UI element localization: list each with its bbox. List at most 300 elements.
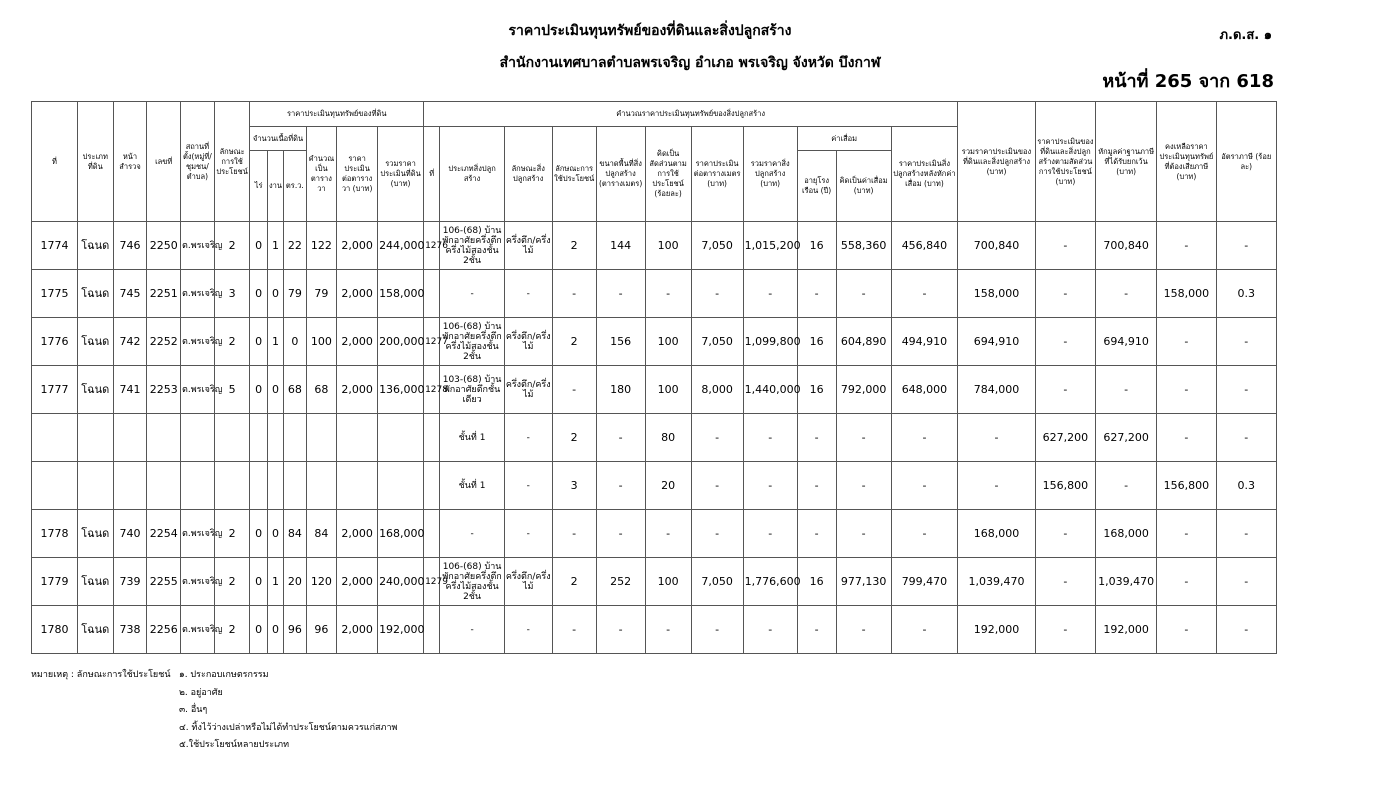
note-item: ๓. อื่นๆ [179,705,208,715]
cell-rai: 0 [250,606,267,654]
note-item: ๔. ทิ้งไว้ว่างเปล่าหรือไม่ได้ทำประโยชน์ตามควรแก่สภาพ [179,722,398,733]
cell-total: 192,000 [958,606,1036,654]
cell-bchar: - [504,462,552,510]
cell-land: 136,000 [378,366,424,414]
cell-no: 1776 [32,318,78,366]
col-age: อายุโรงเรือน (ปี) [797,151,836,222]
note-item: ๑. ประกอบเกษตรกรรม [179,670,269,680]
cell-buse: 2 [552,318,596,366]
cell-ppw [337,414,378,462]
cell-total: 700,840 [958,222,1036,270]
cell-land: 168,000 [378,510,424,558]
cell-after: - [891,462,958,510]
cell-face [113,462,147,510]
cell-depr: - [836,414,891,462]
assessment-table [31,101,1277,654]
cell-face: 742 [113,318,147,366]
cell-pct: - [645,510,691,558]
cell-doc: โฉนด [77,366,113,414]
cell-wa: 20 [284,558,306,606]
cell-bchar: - [504,270,552,318]
cell-doc [77,462,113,510]
cell-prop: 627,200 [1035,414,1095,462]
cell-buse: 2 [552,558,596,606]
cell-wa: 0 [284,318,306,366]
cell-bprice: 1,099,800 [743,318,797,366]
cell-bprice: - [743,606,797,654]
cell-deed: 2254 [147,510,181,558]
cell-prop: - [1035,222,1095,270]
cell-ppw [337,462,378,510]
table-row [32,462,1277,510]
cell-no [32,414,78,462]
cell-wa [284,462,306,510]
cell-ngan: 0 [267,606,283,654]
cell-age: - [797,510,836,558]
cell-ppw: 2,000 [337,222,378,270]
cell-calc: 120 [306,558,337,606]
cell-total: - [958,414,1036,462]
col-group-land: ราคาประเมินทุนทรัพย์ของที่ดิน [250,102,424,127]
col-bld-after-depr: ราคาประเมินสิ่งปลูกสร้างหลังหักค่าเสื่อม (บาท) [891,127,958,222]
cell-bprice: 1,776,600 [743,558,797,606]
cell-use: 2 [214,222,250,270]
cell-pct: 100 [645,222,691,270]
cell-after: 494,910 [891,318,958,366]
cell-deed: 2253 [147,366,181,414]
cell-rai: 0 [250,366,267,414]
cell-bno: 1279 [424,558,440,606]
cell-bprice: - [743,510,797,558]
page-subtitle: สำนักงานเทศบาลตำบลพรเจริญ อำเภอ พรเจริญ จังหวัด บึงกาฬ [499,55,881,71]
cell-ppm: 8,000 [691,366,743,414]
cell-exempt: - [1096,462,1157,510]
cell-after: 456,840 [891,222,958,270]
cell-deed: 2255 [147,558,181,606]
form-code: ภ.ด.ส. ๑ [1219,28,1272,43]
cell-wa: 79 [284,270,306,318]
cell-exempt: 1,039,470 [1096,558,1157,606]
cell-total: 784,000 [958,366,1036,414]
cell-total: 694,910 [958,318,1036,366]
cell-total: - [958,462,1036,510]
col-price-per-m: ราคาประเมินต่อตารางเมตร (บาท) [691,127,743,222]
cell-doc: โฉนด [77,510,113,558]
cell-depr: 977,130 [836,558,891,606]
cell-rate: 0.3 [1216,270,1276,318]
cell-rate: 0.3 [1216,462,1276,510]
cell-use: 2 [214,510,250,558]
cell-bno: 1278 [424,366,440,414]
cell-loc: ต.พรเจริญ [181,318,215,366]
cell-rate: - [1216,510,1276,558]
col-group-depreciation: ค่าเสื่อม [797,127,891,151]
cell-rai [250,414,267,462]
col-calc-wa: คำนวณเป็นตารางวา [306,127,337,222]
cell-ppm: 7,050 [691,318,743,366]
cell-age: 16 [797,558,836,606]
cell-remain: - [1157,558,1216,606]
cell-depr: - [836,270,891,318]
cell-exempt: 627,200 [1096,414,1157,462]
col-usage: ลักษณะการใช้ประโยชน์ [214,102,250,222]
cell-deed: 2250 [147,222,181,270]
cell-barea: - [596,414,645,462]
cell-bprice: 1,015,200 [743,222,797,270]
cell-calc: 84 [306,510,337,558]
cell-calc: 122 [306,222,337,270]
cell-ppm: 7,050 [691,558,743,606]
cell-btype: ชั้นที่ 1 [440,414,504,462]
notes [31,667,397,755]
cell-pct: 100 [645,558,691,606]
cell-ppw: 2,000 [337,606,378,654]
cell-bno [424,606,440,654]
cell-exempt: 700,840 [1096,222,1157,270]
cell-btype: ชั้นที่ 1 [440,462,504,510]
cell-land [378,462,424,510]
cell-ngan: 0 [267,366,283,414]
cell-use: 5 [214,366,250,414]
col-wa: ตร.ว. [284,151,306,222]
cell-remain: 156,800 [1157,462,1216,510]
cell-pct: - [645,270,691,318]
cell-rate: - [1216,414,1276,462]
col-bld-char: ลักษณะสิ่งปลูกสร้าง [504,127,552,222]
table-row [32,318,1277,366]
col-rai: ไร่ [250,151,267,222]
col-total: รวมราคาประเมินของที่ดินและสิ่งปลูกสร้าง (บาท) [958,102,1036,222]
cell-prop: - [1035,270,1095,318]
cell-rai: 0 [250,558,267,606]
cell-total: 1,039,470 [958,558,1036,606]
cell-barea: 180 [596,366,645,414]
cell-age: - [797,462,836,510]
cell-no: 1774 [32,222,78,270]
cell-land: 192,000 [378,606,424,654]
cell-ppw: 2,000 [337,270,378,318]
cell-use: 2 [214,558,250,606]
cell-barea: - [596,606,645,654]
table-row [32,366,1277,414]
cell-age: 16 [797,222,836,270]
notes-label: หมายเหตุ : ลักษณะการใช้ประโยชน์ [31,670,171,680]
cell-btype: 106-(68) บ้านพักอาศัยครึ่งตึกครึ่งไม้สองชั้น 2ชั้น [440,318,504,366]
cell-face: 741 [113,366,147,414]
cell-remain: - [1157,606,1216,654]
cell-prop: 156,800 [1035,462,1095,510]
cell-depr: - [836,606,891,654]
cell-wa: 84 [284,510,306,558]
cell-after: 799,470 [891,558,958,606]
col-pct-use: คิดเป็นสัดส่วนตามการใช้ประโยชน์ (ร้อยละ) [645,127,691,222]
cell-pct: 100 [645,318,691,366]
table-row [32,222,1277,270]
cell-age: 16 [797,318,836,366]
cell-calc: 100 [306,318,337,366]
cell-doc: โฉนด [77,318,113,366]
cell-no: 1778 [32,510,78,558]
col-no: ที่ [32,102,78,222]
cell-deed: 2256 [147,606,181,654]
cell-bno [424,462,440,510]
cell-loc [181,414,215,462]
col-face: หน้าสำรวจ [113,102,147,222]
cell-calc: 79 [306,270,337,318]
cell-no: 1775 [32,270,78,318]
col-group-building: คำนวณราคาประเมินทุนทรัพย์ของสิ่งปลูกสร้าง [424,102,958,127]
page-number: หน้าที่ 265 จาก 618 [1102,71,1274,92]
table-row [32,414,1277,462]
cell-remain: - [1157,510,1216,558]
cell-ngan [267,462,283,510]
cell-face [113,414,147,462]
cell-calc: 96 [306,606,337,654]
cell-use [214,462,250,510]
col-bld-area: ขนาดพื้นที่สิ่งปลูกสร้าง (ตารางเมตร) [596,127,645,222]
cell-prop: - [1035,558,1095,606]
cell-exempt: 192,000 [1096,606,1157,654]
cell-face: 738 [113,606,147,654]
cell-doc: โฉนด [77,222,113,270]
cell-bno [424,510,440,558]
table-row [32,270,1277,318]
cell-no [32,462,78,510]
cell-ngan: 0 [267,270,283,318]
cell-loc [181,462,215,510]
cell-rai: 0 [250,510,267,558]
cell-age: 16 [797,366,836,414]
cell-face: 739 [113,558,147,606]
cell-use [214,414,250,462]
cell-depr: 604,890 [836,318,891,366]
col-proportional: ราคาประเมินของที่ดินและสิ่งปลูกสร้างตามสัดส่วนการใช้ประโยชน์ (บาท) [1035,102,1095,222]
cell-remain: - [1157,318,1216,366]
cell-wa: 68 [284,366,306,414]
cell-ngan: 0 [267,510,283,558]
col-group-area: จำนวนเนื้อที่ดิน [250,127,306,151]
cell-land: 244,000 [378,222,424,270]
cell-after: - [891,270,958,318]
cell-prop: - [1035,318,1095,366]
cell-age: - [797,606,836,654]
cell-btype: 103-(68) บ้านพักอาศัยตึกชั้นเดียว [440,366,504,414]
cell-bno [424,270,440,318]
cell-rate: - [1216,606,1276,654]
cell-no: 1777 [32,366,78,414]
cell-pct: 20 [645,462,691,510]
cell-doc: โฉนด [77,606,113,654]
cell-land: 240,000 [378,558,424,606]
cell-bchar: ครึ่งตึก/ครึ่งไม้ [504,318,552,366]
cell-pct: 80 [645,414,691,462]
cell-prop: - [1035,606,1095,654]
col-exempt: หักมูลค่าฐานภาษีที่ได้รับยกเว้น (บาท) [1096,102,1157,222]
cell-face: 745 [113,270,147,318]
cell-rai: 0 [250,270,267,318]
cell-loc: ต.พรเจริญ [181,510,215,558]
cell-buse: - [552,606,596,654]
cell-calc: 68 [306,366,337,414]
cell-loc: ต.พรเจริญ [181,270,215,318]
cell-barea: 156 [596,318,645,366]
cell-bno [424,414,440,462]
cell-face: 746 [113,222,147,270]
cell-exempt: - [1096,366,1157,414]
cell-barea: 144 [596,222,645,270]
col-deed-no: เลขที่ [147,102,181,222]
cell-pct: 100 [645,366,691,414]
col-ngan: งาน [267,151,283,222]
cell-total: 168,000 [958,510,1036,558]
table-body [32,222,1277,654]
cell-loc: ต.พรเจริญ [181,222,215,270]
cell-btype: 106-(68) บ้านพักอาศัยครึ่งตึกครึ่งไม้สองชั้น 2ชั้น [440,558,504,606]
cell-rai: 0 [250,222,267,270]
cell-deed [147,414,181,462]
col-rate: อัตราภาษี (ร้อยละ) [1216,102,1276,222]
col-land-total: รวมราคาประเมินที่ดิน (บาท) [378,127,424,222]
cell-no: 1779 [32,558,78,606]
cell-pct: - [645,606,691,654]
cell-age: - [797,270,836,318]
cell-deed [147,462,181,510]
cell-rate: - [1216,222,1276,270]
table-row [32,606,1277,654]
cell-buse: 2 [552,414,596,462]
cell-bprice: - [743,462,797,510]
cell-remain: - [1157,414,1216,462]
cell-rai: 0 [250,318,267,366]
cell-rate: - [1216,366,1276,414]
cell-rate: - [1216,318,1276,366]
cell-bchar: - [504,414,552,462]
cell-depr: 792,000 [836,366,891,414]
cell-ppm: - [691,606,743,654]
cell-exempt: 694,910 [1096,318,1157,366]
cell-after: - [891,414,958,462]
cell-buse: - [552,270,596,318]
cell-total: 158,000 [958,270,1036,318]
cell-loc: ต.พรเจริญ [181,606,215,654]
col-bld-type: ประเภทสิ่งปลูกสร้าง [440,127,504,222]
cell-ngan: 1 [267,558,283,606]
cell-face: 740 [113,510,147,558]
cell-after: 648,000 [891,366,958,414]
col-price-per-wa: ราคาประเมินต่อตารางวา (บาท) [337,127,378,222]
cell-land [378,414,424,462]
cell-ppm: - [691,462,743,510]
cell-bprice: - [743,414,797,462]
table-row [32,510,1277,558]
cell-ppm: - [691,270,743,318]
cell-btype: - [440,510,504,558]
col-depr-amt: คิดเป็นค่าเสื่อม (บาท) [836,151,891,222]
cell-ppm: - [691,510,743,558]
cell-depr: - [836,510,891,558]
table-row [32,558,1277,606]
cell-doc: โฉนด [77,270,113,318]
cell-bchar: - [504,606,552,654]
cell-deed: 2251 [147,270,181,318]
page-title: ราคาประเมินทุนทรัพย์ของที่ดินและสิ่งปลูกสร้าง [508,23,792,39]
cell-wa: 22 [284,222,306,270]
cell-after: - [891,510,958,558]
cell-use: 2 [214,606,250,654]
cell-use: 3 [214,270,250,318]
cell-bchar: ครึ่งตึก/ครึ่งไม้ [504,366,552,414]
cell-exempt: 168,000 [1096,510,1157,558]
cell-remain: - [1157,366,1216,414]
cell-use: 2 [214,318,250,366]
cell-bchar: ครึ่งตึก/ครึ่งไม้ [504,558,552,606]
cell-buse: - [552,366,596,414]
cell-deed: 2252 [147,318,181,366]
cell-rai [250,462,267,510]
cell-ppw: 2,000 [337,510,378,558]
cell-buse: 3 [552,462,596,510]
cell-depr: 558,360 [836,222,891,270]
cell-bprice: 1,440,000 [743,366,797,414]
cell-btype: - [440,606,504,654]
cell-rate: - [1216,558,1276,606]
cell-land: 200,000 [378,318,424,366]
cell-after: - [891,606,958,654]
col-bld-price: รวมราคาสิ่งปลูกสร้าง (บาท) [743,127,797,222]
cell-doc: โฉนด [77,558,113,606]
col-doc-type: ประเภทที่ดิน [77,102,113,222]
cell-ppm: - [691,414,743,462]
cell-barea: - [596,270,645,318]
cell-barea: - [596,462,645,510]
cell-land: 158,000 [378,270,424,318]
cell-buse: 2 [552,222,596,270]
cell-loc: ต.พรเจริญ [181,558,215,606]
cell-doc [77,414,113,462]
cell-barea: - [596,510,645,558]
col-location: สถานที่ตั้ง(หมู่ที่/ชุมชน/ตำบล) [181,102,215,222]
cell-exempt: - [1096,270,1157,318]
cell-bchar: ครึ่งตึก/ครึ่งไม้ [504,222,552,270]
cell-btype: 106-(68) บ้านพักอาศัยครึ่งตึกครึ่งไม้สองชั้น 2ชั้น [440,222,504,270]
cell-bno: 1276 [424,222,440,270]
note-item: ๕.ใช้ประโยชน์หลายประเภท [179,740,290,750]
cell-barea: 252 [596,558,645,606]
cell-ngan: 1 [267,318,283,366]
cell-prop: - [1035,366,1095,414]
note-item: ๒. อยู่อาศัย [179,687,223,698]
cell-remain: - [1157,222,1216,270]
cell-bprice: - [743,270,797,318]
cell-ppw: 2,000 [337,558,378,606]
col-remain: คงเหลือราคาประเมินทุนทรัพย์ที่ต้องเสียภาษี (บาท) [1157,102,1216,222]
cell-depr: - [836,462,891,510]
cell-bno: 1277 [424,318,440,366]
cell-btype: - [440,270,504,318]
cell-ppw: 2,000 [337,366,378,414]
col-bld-usage: ลักษณะการใช้ประโยชน์ [552,127,596,222]
cell-age: - [797,414,836,462]
cell-no: 1780 [32,606,78,654]
cell-bchar: - [504,510,552,558]
cell-ngan [267,414,283,462]
cell-remain: 158,000 [1157,270,1216,318]
cell-wa [284,414,306,462]
cell-ppm: 7,050 [691,222,743,270]
col-bld-no: ที่ [424,127,440,222]
cell-ppw: 2,000 [337,318,378,366]
cell-calc [306,462,337,510]
